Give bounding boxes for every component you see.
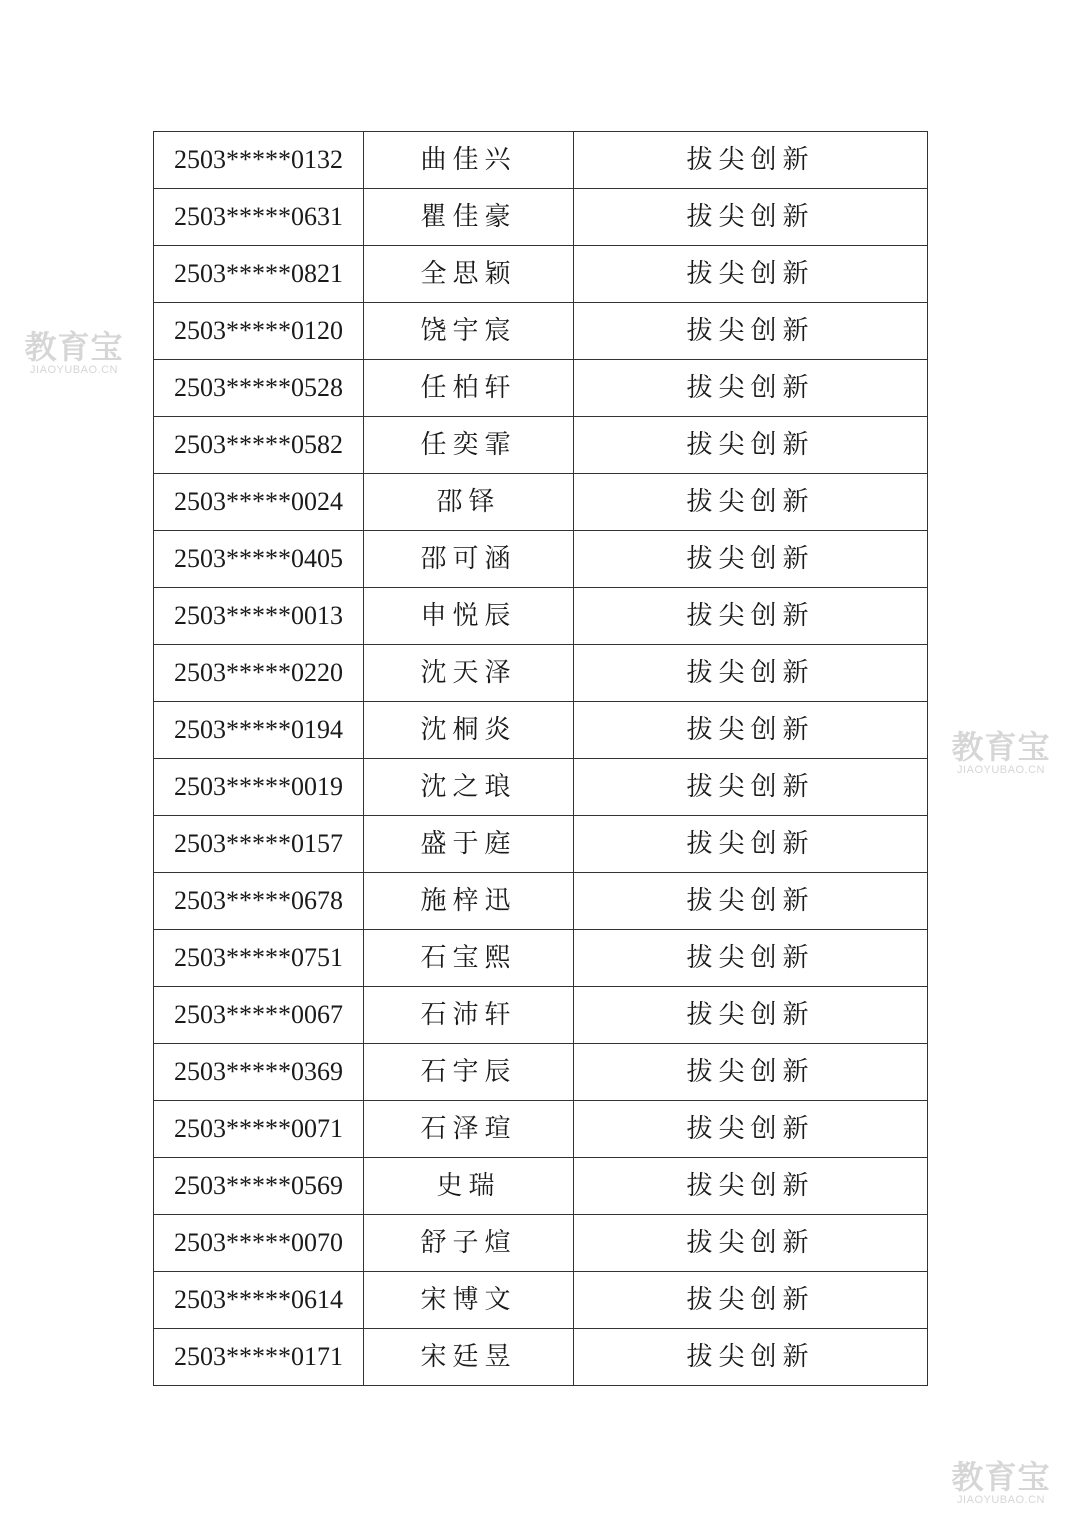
- table-row: [154, 702, 928, 759]
- student-name-cell: 全思颖: [364, 246, 574, 303]
- student-id-cell: 2503*****0194: [154, 702, 364, 759]
- admission-category-cell: 拔尖创新: [574, 189, 928, 246]
- watermark-logo: [945, 730, 1057, 776]
- table-row: [154, 360, 928, 417]
- table-row: [154, 474, 928, 531]
- watermark-logo: [18, 330, 130, 376]
- student-id-cell: 2503*****0220: [154, 645, 364, 702]
- admission-category-cell: 拔尖创新: [574, 930, 928, 987]
- student-name-cell: 石沛轩: [364, 987, 574, 1044]
- table-row: [154, 873, 928, 930]
- table-row: [154, 588, 928, 645]
- table-row: [154, 189, 928, 246]
- admission-category-cell: 拔尖创新: [574, 1101, 928, 1158]
- student-id-cell: 2503*****0751: [154, 930, 364, 987]
- admission-category-cell: 拔尖创新: [574, 1329, 928, 1386]
- table-row: [154, 987, 928, 1044]
- admission-category-cell: 拔尖创新: [574, 531, 928, 588]
- student-name-cell: 邵铎: [364, 474, 574, 531]
- student-id-cell: 2503*****0157: [154, 816, 364, 873]
- student-name-cell: 沈天泽: [364, 645, 574, 702]
- student-id-cell: 2503*****0067: [154, 987, 364, 1044]
- admission-category-cell: 拔尖创新: [574, 588, 928, 645]
- student-name-cell: 曲佳兴: [364, 132, 574, 189]
- admission-category-cell: 拔尖创新: [574, 132, 928, 189]
- student-name-cell: 任奕霏: [364, 417, 574, 474]
- student-name-cell: 沈桐炎: [364, 702, 574, 759]
- student-id-cell: 2503*****0678: [154, 873, 364, 930]
- table-row: [154, 1101, 928, 1158]
- watermark-site: JIAOYUBAO.CN: [957, 764, 1045, 776]
- student-id-cell: 2503*****0013: [154, 588, 364, 645]
- student-id-cell: 2503*****0569: [154, 1158, 364, 1215]
- admission-category-cell: 拔尖创新: [574, 759, 928, 816]
- admission-category-cell: 拔尖创新: [574, 474, 928, 531]
- table-row: [154, 1215, 928, 1272]
- student-name-cell: 任柏轩: [364, 360, 574, 417]
- student-id-cell: 2503*****0171: [154, 1329, 364, 1386]
- watermark-brand: 教育宝: [951, 728, 1051, 766]
- student-name-cell: 史瑞: [364, 1158, 574, 1215]
- student-name-cell: 石宝熙: [364, 930, 574, 987]
- admission-category-cell: 拔尖创新: [574, 873, 928, 930]
- student-id-cell: 2503*****0369: [154, 1044, 364, 1101]
- student-name-cell: 施梓迅: [364, 873, 574, 930]
- student-id-cell: 2503*****0821: [154, 246, 364, 303]
- admission-category-cell: 拔尖创新: [574, 1272, 928, 1329]
- admission-category-cell: 拔尖创新: [574, 816, 928, 873]
- table-row: [154, 1272, 928, 1329]
- table-row: [154, 930, 928, 987]
- student-roster-table: [153, 131, 928, 1386]
- table-row: [154, 132, 928, 189]
- student-id-cell: 2503*****0631: [154, 189, 364, 246]
- admission-category-cell: 拔尖创新: [574, 702, 928, 759]
- student-name-cell: 申悦辰: [364, 588, 574, 645]
- table-row: [154, 417, 928, 474]
- admission-category-cell: 拔尖创新: [574, 1215, 928, 1272]
- student-name-cell: 石宇辰: [364, 1044, 574, 1101]
- student-id-cell: 2503*****0132: [154, 132, 364, 189]
- admission-category-cell: 拔尖创新: [574, 645, 928, 702]
- roster-table-body: [154, 132, 928, 1386]
- admission-category-cell: 拔尖创新: [574, 1044, 928, 1101]
- student-name-cell: 邵可涵: [364, 531, 574, 588]
- student-name-cell: 舒子煊: [364, 1215, 574, 1272]
- student-id-cell: 2503*****0071: [154, 1101, 364, 1158]
- table-row: [154, 816, 928, 873]
- student-id-cell: 2503*****0405: [154, 531, 364, 588]
- table-row: [154, 246, 928, 303]
- table-row: [154, 1329, 928, 1386]
- student-id-cell: 2503*****0528: [154, 360, 364, 417]
- table-row: [154, 303, 928, 360]
- student-name-cell: 沈之琅: [364, 759, 574, 816]
- table-row: [154, 759, 928, 816]
- watermark-site: JIAOYUBAO.CN: [957, 1494, 1045, 1506]
- admission-category-cell: 拔尖创新: [574, 1158, 928, 1215]
- admission-category-cell: 拔尖创新: [574, 246, 928, 303]
- student-name-cell: 盛于庭: [364, 816, 574, 873]
- watermark-logo: [945, 1460, 1057, 1506]
- watermark-brand: 教育宝: [24, 328, 124, 366]
- student-id-cell: 2503*****0582: [154, 417, 364, 474]
- table-row: [154, 1044, 928, 1101]
- student-name-cell: 瞿佳豪: [364, 189, 574, 246]
- student-id-cell: 2503*****0024: [154, 474, 364, 531]
- student-id-cell: 2503*****0614: [154, 1272, 364, 1329]
- student-name-cell: 饶宇宸: [364, 303, 574, 360]
- table-row: [154, 1158, 928, 1215]
- student-name-cell: 石泽瑄: [364, 1101, 574, 1158]
- table-row: [154, 645, 928, 702]
- admission-category-cell: 拔尖创新: [574, 417, 928, 474]
- student-id-cell: 2503*****0019: [154, 759, 364, 816]
- student-name-cell: 宋廷昱: [364, 1329, 574, 1386]
- watermark-brand: 教育宝: [951, 1458, 1051, 1496]
- student-name-cell: 宋博文: [364, 1272, 574, 1329]
- admission-category-cell: 拔尖创新: [574, 987, 928, 1044]
- student-id-cell: 2503*****0070: [154, 1215, 364, 1272]
- admission-category-cell: 拔尖创新: [574, 360, 928, 417]
- admission-category-cell: 拔尖创新: [574, 303, 928, 360]
- student-id-cell: 2503*****0120: [154, 303, 364, 360]
- table-row: [154, 531, 928, 588]
- watermark-site: JIAOYUBAO.CN: [30, 364, 118, 376]
